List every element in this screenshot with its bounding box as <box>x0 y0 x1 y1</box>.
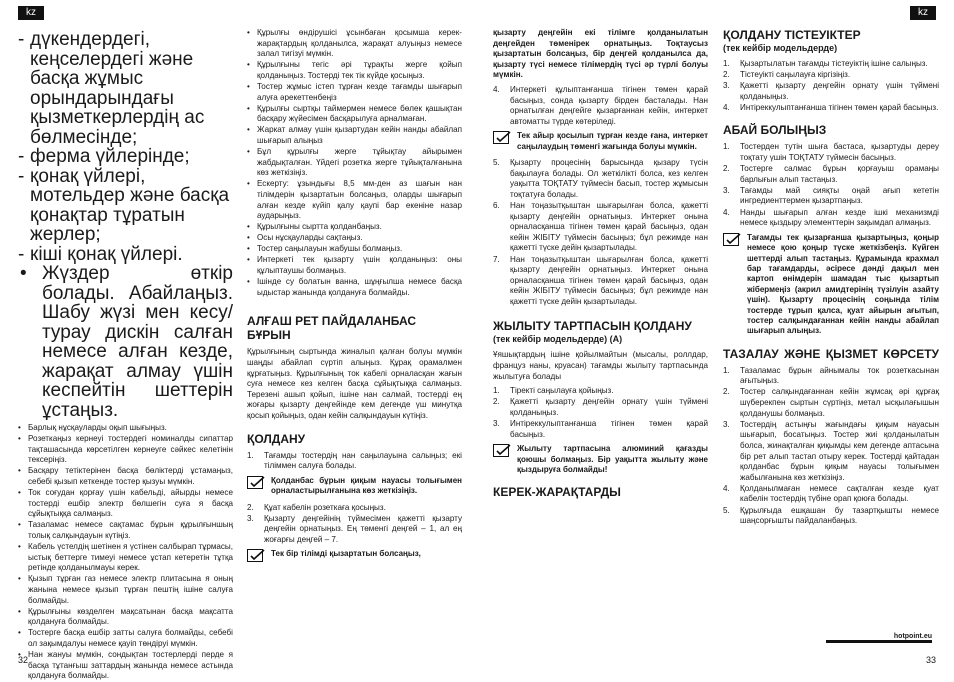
list-item: • Розеткаңыз кернеуі тостердегі номиналды сипаттар тақташасында көрсетілген кернеуге сәйкес келетінін тексеріңіз. <box>18 434 233 466</box>
item-number: 2. <box>723 387 730 397</box>
note-plug: Тек айыр қосылып тұрған кезде ғана, интеркет саңылаудың төменгі жағында болуы мүмкін. <box>493 131 708 152</box>
list-item: • Тазаламас немесе сақтамас бұрын құрылғыншың толық салқындауын күтіңіз. <box>18 520 233 541</box>
item-number: 4. <box>723 483 730 493</box>
list-item: - ферма үйлерінде; <box>18 147 233 167</box>
list-item: - кіші қонақ үйлері. <box>18 245 233 265</box>
use-steps-2: 2. Құат кабелін розеткаға қосыңыз. 3. Қызарту деңгейінің түймесімен қажетті қызарту деңгейін орнатыңыз. Ең төменгі деңгей – 1, ал ең жоғарғы деңгей – 7. <box>247 502 462 544</box>
list-item: • Құрылғыны тегіс әрі тұрақты жерге қойып қолданыңыз. Тостерді тек тік күйде қосыңыз. <box>247 60 462 81</box>
cleaning-steps <box>723 366 939 527</box>
note-icon <box>493 131 511 144</box>
brand-url: hotpoint.eu <box>893 633 932 640</box>
blade-warning: • Жүздер өткір болады. Абайлаңыз. Шабу жүзі мен кесу/турау дискін салған немесе алған кезде, жарақат алмау үшін кеспейтін шеттерін ұстаңыз. <box>18 264 233 420</box>
warming-rack-steps <box>493 386 708 440</box>
list-item: • Тостер саңылауын жабушы болмаңыз. <box>247 244 462 255</box>
use-heading: ҚОЛДАНУ <box>247 431 306 446</box>
right-column-1 <box>493 28 708 647</box>
note-icon <box>247 476 265 489</box>
language-badge-left: kz <box>18 6 44 20</box>
safety-bullets-2 <box>247 28 462 298</box>
page-number-right: 33 <box>925 655 936 665</box>
list-item: • Қызып тұрған газ немесе электр плитасына я оның жанына немесе қызып тұрған пештің ішіне салуға болмайды. <box>18 574 233 606</box>
item-number: 2. <box>723 164 730 174</box>
item-number: 2. <box>493 397 500 407</box>
list-item: • Осы нұсқауларды сақтаңыз. <box>247 233 462 244</box>
brand-rule <box>826 640 932 643</box>
safety-bullets <box>18 423 233 682</box>
tongs-steps <box>723 59 939 113</box>
list-item: 1. Тазаламас бұрын айнымалы ток розеткасынан ағытыңыз. <box>723 365 939 386</box>
note-icon <box>723 233 741 246</box>
big-list <box>18 30 233 264</box>
list-item: • Кабель үстелдің шетінен я үстінен салбырап тұрмасы, ыстық беттерге тимеуі немесе ұстап кетеретін тұтқа ретінде қолданылмауы керек. <box>18 542 233 574</box>
list-item: 3. Тағамды май сияқты оңай ағып кететін ингредиенттермен қызартпаңыз. <box>723 185 939 206</box>
list-item: 2. Тостерге салмас бұрын қорғауыш орамаңы барлығын алып тастаңыз. <box>723 164 939 184</box>
list-item: 7. Нан тоңазытқыштан шығарылған болса, қажетті қызарту деңгейін орнатыңыз. Интеркет онына орналасқанша тігінен төмен қарай басыңыз, одан кейін ЖІБІТУ түймесін басыңыз; бұл режимде нан қажетті түске дейін қызартылады. <box>493 254 708 306</box>
item-number: 1. <box>723 142 730 152</box>
cleaning-heading: ТАЗАЛАУ ЖӘНЕ ҚЫЗМЕТ КӨРСЕТУ <box>723 346 939 361</box>
note-aluminium: Жылыту тартпасына алюминий қағазды қоюшы болмаңыз. Бір уақытта жылыту және қыздыруға болмайды! <box>493 444 708 475</box>
item-number: 3. <box>493 419 500 429</box>
list-item: 3. Интіреккулыптанғанша тігінен төмен қарай басыңыз. <box>493 419 708 439</box>
item-number: 2. <box>723 70 730 80</box>
note-crumb-tray: Қолданбас бұрын қиқым науасы толығымен орналастырылғанына көз жеткізіңіз. <box>247 476 462 497</box>
list-item: • Тостерге басқа ешбір затты салуға болмайды, себебі ол зақымдалуы немесе қауіп төндіруі мүмкін. <box>18 628 233 649</box>
list-item: • Барлық нұсқауларды оқып шығыңыз. <box>18 423 233 434</box>
item-number: 3. <box>723 419 730 429</box>
item-number: 1. <box>723 365 730 375</box>
item-number: 4. <box>723 102 730 112</box>
caution-heading: АБАЙ БОЛЫҢЫЗ <box>723 123 827 138</box>
warming-rack-text: Ұяшықтардың ішіне қойылмайтын (мысалы, роллдар, француз наны, круасан) тағамды жылыту тартпасында жылытуға болады <box>493 350 708 381</box>
list-item: 4. Қолданылмаған немесе сақталған кезде қуат кабелін тостердің түбіне орап қоюға болады. <box>723 483 939 504</box>
list-item: • Құрылғы өндірушісі ұсынбаған қосымша керек-жарақтардың қолданылса, жарақат алуыңыз немесе залал тигізуі мүмкін. <box>247 28 462 60</box>
item-number: 3. <box>723 81 730 91</box>
list-item: • Ішінде су болатын ванна, шұңғылша немесе басқа ыдыстар жанында қолдануға болмайды. <box>247 277 462 298</box>
list-item: • Құрылғыны көзделген мақсатынан басқа мақсатта қолдануға болмайды. <box>18 607 233 628</box>
list-item: • Басқару тетіктерінен басқа бөліктерді ұстамаңыз, себебі қызып кеткенде тостер қызуы мүмкін. <box>18 466 233 487</box>
before-first-use-heading: АЛҒАШ РЕТ ПАЙДАЛАНБАС БҰРЫН <box>247 314 416 343</box>
list-item: • Тостер жұмыс істеп тұрған кезде тағамды шығарып алуға әрекеттенбеңіз <box>247 82 462 103</box>
list-item: 1. Тостерден тутін шыға бастаса, қызартуды дереу тоқтату үшін ТОҚТАТУ түймесін басыңыз. <box>723 142 939 163</box>
list-item: - қонақ үйлері, мотельдер және басқа қонақтар тұратын жерлер; <box>18 167 233 245</box>
list-item: 4. Нанды шығарып алған кезде ішкі механизмді немесе қыздыру элементтерін зақымдап алмаңыз. <box>723 207 939 228</box>
caution-steps <box>723 142 939 228</box>
accessories-heading: КЕРЕК-ЖАРАҚТАРДЫ <box>493 485 621 500</box>
list-item: 5. Құрылғыда ешқашан бу тазартқышты немесе шаңсорғышты пайдаланбаңыз. <box>723 505 939 526</box>
list-item: • Құрылғы сыртқы таймермен немесе бөлек қашықтан басқару жүйесімен басқарылуға арналмаған. <box>247 104 462 125</box>
list-item: • Нан жануы мүмкін, сондықтан тостерлерді перде я басқа тұтанғыш заттардың жанында немесе астында қолдануға болмайды. <box>18 650 233 682</box>
right-column-2 <box>723 28 939 647</box>
continued-text: қызарту деңгейін екі тілімге қолданылатын деңгейден төменірек орнатыңыз. Тоқтаусыз қызартатын болсаңыз, бір деңгей қолданылса да, қызарту түсі немесе тілімердің түсі әр түрлі болуы мүмкін. <box>493 28 708 80</box>
before-first-use-text: Құрылғының сыртында жиналып қалған болуы мүмкін шаңды абайлап сүртіп алыңыз. Құрақ орамалмен құрғатыңыз. Құрылғының ток кабелі орналасқан жағын суға немесе кез келген басқа сұйықтыққа салмаңыз. Терезені ашып қойып, ішіне нан салмай, тостерді ең жоғары қызарту деңгейінде кем дегенде үш минутқа қосып қойыңыз, одан кейін салқындауын күтіңіз. <box>247 347 462 420</box>
page-number-left: 32 <box>18 655 29 665</box>
item-number: 1. <box>723 59 730 68</box>
use-steps-3: 4. Интеркеті құлыптанғанша тігінен төмен қарай басыңыз, сонда қызарту бірден басталады. Нан орнатылған деңгейге қызарғаннан кейін, интеркет автоматты түрде көтеріледі. <box>493 84 708 126</box>
list-item: 4. Интіреккулыптанғанша тігінен төмен қарай басыңыз. <box>723 102 939 112</box>
list-item: • Бұл құрылғы жерге тұйықтау айырымен жабдықталған. Үйдегі розетка жерге тұйықталғанына көз жеткізіңіз. <box>247 147 462 179</box>
note-single-slice: Тек бір тілімді қызартатын болсаңыз, <box>247 549 462 559</box>
list-item: 1. Тіректі саңылауға қойыңыз. <box>493 386 614 396</box>
tongs-heading: ҚОЛДАНУ ТІСТЕУІКТЕР <box>723 28 861 42</box>
list-item: • Жаркат алмау үшін қызартудан кейін нанды абайлап шығарып алыңыз <box>247 125 462 146</box>
use-steps-1: 1. Тағамды тостердің нан саңылауына салыңыз; екі тіліммен салуға болады. <box>247 450 462 471</box>
note-icon <box>247 549 265 562</box>
list-item: • Құрылғыны сыртта қолданбаңыз. <box>247 222 462 233</box>
warming-rack-heading: ЖЫЛЫТУ ТАРТПАСЫН ҚОЛДАНУ <box>493 319 692 334</box>
list-item: 3. Тостердің астыңғы жағындағы қиқым науасын шығарып, босатыңыз. Тостер жиі қолданылатын болса, жинақталған қиқымды кем дегенде аптасына бір рет алып тастап отыру керек. Тостерді қайтадан қолданбас бұрын қиқым науасы толығымен жабылғанына көз жеткізіңіз. <box>723 419 939 482</box>
use-steps-4 <box>493 158 708 307</box>
item-number: 3. <box>723 185 730 195</box>
left-column-2 <box>247 28 462 647</box>
list-item: - дүкендердегі, кеңселердегі және басқа жұмыс орындарындағы қызметкерлердің ас бөлмесінде; <box>18 30 233 147</box>
list-item: 6. Нан тоңазытқыштан шығарылған болса, қажетті қызарту деңгейін орнатыңыз. Интеркет онына орналасқанша тігінен төмен қарай басыңыз, одан кейін ЖІБІТУ түймесін басыңыз; бұл режимде нан қажетті түске дейін қызартылады. <box>493 201 708 253</box>
note-acrylamide: Тағамды тек қызарғанша қызартыңыз, қоңыр немесе қою қоңыр түске жеткізбеңіз. Күйген шеттерді алып тастаңыз. Құрамында крахмал бар тағамдарды, әсіресе дәнді дақыл мен картоп өнімдерін шамадан тыс қызартып жібермеңіз (акрил амидтерінің түзілуін азайту үшін). Қызарту процесінің соңында тілім тостерде тұрып қалса, қуат айырын ағытып, тостер салқындағаннан кейін нанды абайлап шығарып алыңыз. <box>723 233 939 337</box>
item-number: 4. <box>723 207 730 217</box>
list-item: 1. Қызартылатын тағамды тістеуіктің ішіне салыңыз. <box>723 59 928 68</box>
tongs-subheading: (тек кейбір модельдерде) <box>723 43 838 53</box>
list-item: • Интеркеті тек қызарту үшін қолданыңыз: оны құлыптаушы болмаңыз. <box>247 255 462 276</box>
list-item: 3. Қажетті қызарту деңгейін орнату үшін түймені қолданыңыз. <box>723 81 939 101</box>
note-icon <box>493 444 511 457</box>
list-item: • Ескерту: ұзындығы 8,5 мм-ден аз шағын нан тілімдерін қызартатын болсаңыз, оларды шығарып алған кезде күйіп қалу қаупі бар екеніне назар аударыңыз. <box>247 179 462 221</box>
list-item: 2. Қажетті қызарту деңгейін орнату үшін түймені қолданыңыз. <box>493 397 708 417</box>
warming-rack-subheading: (тек кейбір модельдерде) (A) <box>493 334 623 345</box>
item-number: 1. <box>493 386 500 396</box>
list-item: 5. Қызарту процесінің барысында қызару түсін бақылауға болады. Ол жеткілікті болса, кез келген уақытта ТОҚТАТУ түймесін басып, тостер жұмысын тоқтатуға болады. <box>493 158 708 199</box>
list-item: • Ток соғудан қорғау үшін кабельді, айырды немесе тостерді ешбір электр бөлшегін суға я басқа сұйықтыққа салмаңыз. <box>18 488 233 520</box>
list-item: 2. Тостер салқындағаннан кейін жұмсақ әрі құрғақ шүберекпен сыртын сүртіңіз, метал ысқылағышын қолданушы болмаңыз. <box>723 387 939 418</box>
item-number: 5. <box>723 505 730 515</box>
language-badge-right: kz <box>910 6 936 20</box>
list-item: 2. Тістеуікті саңылауға кіргізіңіз. <box>723 70 851 80</box>
